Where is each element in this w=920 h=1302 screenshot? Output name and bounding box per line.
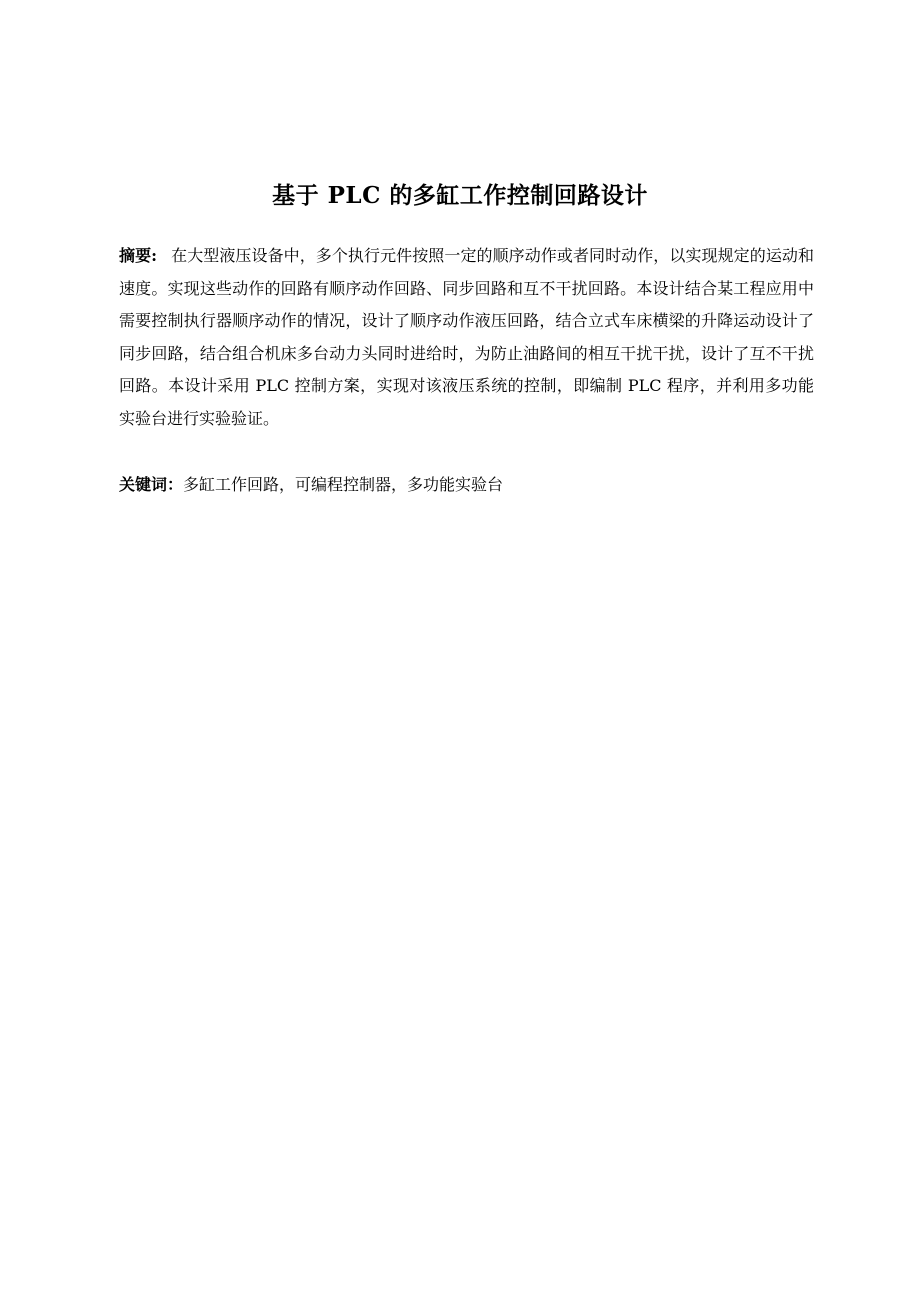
abstract-line-2: 规定的运动和速度。实现这些动作的回路有顺序动作回路、同步回路和互不干扰回路。	[119, 246, 814, 298]
abstract-line-5: 为防止油路间的相互干扰干扰，设计了互不干扰回路。本设计采用 PLC 控制方案，实	[119, 343, 814, 395]
keywords-paragraph	[119, 469, 814, 501]
abstract-paragraph	[119, 240, 814, 435]
abstract-line-4: 结合立式车床横梁的升降运动设计了同步回路，结合组合机床多台动力头同时进给时，	[119, 311, 814, 363]
abstract-line-1: 在大型液压设备中，多个执行元件按照一定的顺序动作或者同时动作，以实现	[171, 246, 718, 265]
abstract-line-3: 本设计结合某工程应用中需要控制执行器顺序动作的情况，设计了顺序动作液压回路，	[119, 278, 814, 330]
abstract-label: 摘要:	[119, 246, 158, 265]
document-title: 基于 PLC 的多缸工作控制回路设计	[272, 182, 648, 209]
abstract-line-6: 现对该液压系统的控制，即编制 PLC 程序，并利用多功能实验台进行实验验证。	[119, 376, 814, 428]
keywords-label: 关键词：	[119, 475, 184, 494]
keywords-text: 多缸工作回路，可编程控制器，多功能实验台	[183, 475, 504, 494]
